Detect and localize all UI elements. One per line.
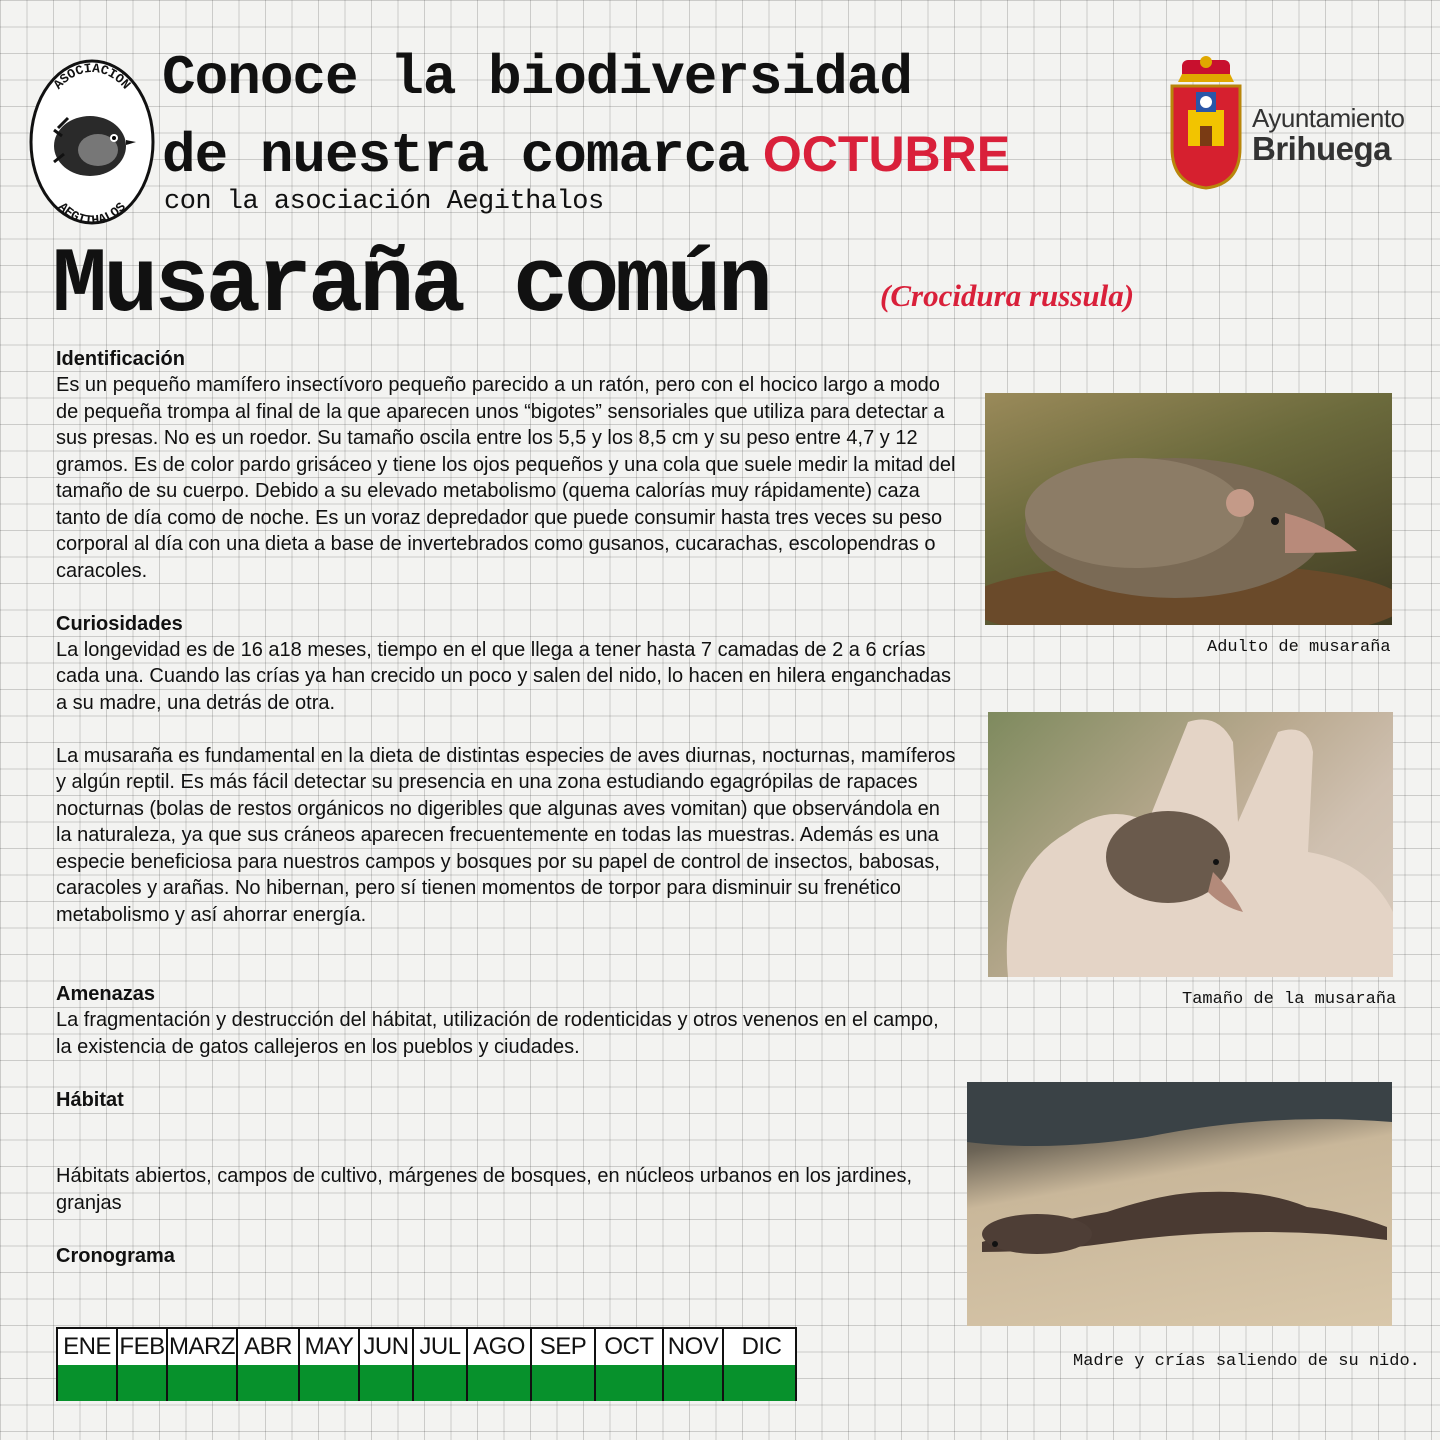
calendar-month-jul: JUL — [414, 1329, 468, 1365]
logo-text-top: ASOCIACIÓN — [50, 60, 134, 93]
section-title-habitat: Hábitat — [56, 1088, 124, 1111]
municipality-label-1: Ayuntamiento — [1252, 103, 1405, 133]
species-common-name: Musaraña común — [52, 233, 769, 338]
calendar-bar-separator — [166, 1365, 168, 1401]
calendar-bar-separator — [358, 1365, 360, 1401]
calendar-bar-separator — [412, 1365, 414, 1401]
calendar-month-dic: DIC — [741, 1333, 782, 1360]
calendar-month-may: MAY — [300, 1329, 360, 1365]
brihuega-shield-icon — [1168, 52, 1244, 192]
municipality-label-2: Brihuega — [1252, 130, 1392, 167]
photo-adult-shrew — [985, 393, 1392, 625]
section-text-amenazas: La fragmentación y destrucción del hábitat, utilización de rodenticidas y otros venenos en el campo, la existencia de gatos callejeros en los pueblos y ciudades. — [56, 1009, 939, 1058]
calendar-bar-separator — [594, 1365, 596, 1401]
section-text-habitat: Hábitats abiertos, campos de cultivo, márgenes de bosques, en núcleos urbanos en los jardines, granjas — [56, 1165, 913, 1214]
section-title-cronograma: Cronograma — [56, 1244, 175, 1267]
photo-caption-3: Madre y crías saliendo de su nido. — [1073, 1352, 1420, 1371]
species-scientific-name: (Crocidura russula) — [880, 278, 1135, 313]
calendar-month-sep: SEP — [532, 1329, 596, 1365]
photo-caption-1: Adulto de musaraña — [1207, 638, 1391, 657]
calendar-bar-separator — [236, 1365, 238, 1401]
calendar-month-oct: OCT — [596, 1329, 664, 1365]
section-text-curiosidades-1: La longevidad es de 16 a18 meses, tiempo en el que llega a tener hasta 7 camadas de 2 a 6 crías cada una. Cuando las crías ya han crecido un poco y salen del nido, lo hacen en hilera enganchadas a su madre, una detrás de otra. — [56, 638, 952, 714]
calendar-month-feb: FEB — [118, 1329, 168, 1365]
calendar-bar-separator — [722, 1365, 724, 1401]
header-line-2 — [162, 124, 1011, 188]
calendar-month-abr: ABR — [238, 1329, 300, 1365]
calendar-activity-bar — [58, 1365, 795, 1401]
shrew-hand-illustration — [988, 712, 1393, 977]
logo-text-bottom: AEGITHALOS — [55, 199, 129, 226]
section-text-curiosidades-2: La musaraña es fundamental en la dieta de distintas especies de aves diurnas, nocturnas, mamíferos y algún reptil. Es más fácil detectar su presencia en una zona estudiando egagrópilas de rapaces nocturnas (bolas de restos orgánicos no digeribles que algunas aves vomitan) que observándola en la naturaleza, ya que sus cráneos aparecen frecuentemente en todas las muestras. Además es una especie beneficiosa para nuestros campos y bosques por su papel de control de insectos, babosas, caracoles y arañas. No hibernan, pero sí tienen momentos de torpor para disminuir su frenético metabolismo y así ahorrar energía. — [56, 744, 956, 926]
calendar-bar-separator — [466, 1365, 468, 1401]
header-line-1: Conoce la biodiversidad — [162, 46, 912, 110]
calendar-bar-separator — [116, 1365, 118, 1401]
calendar-bar-separator — [662, 1365, 664, 1401]
calendar-month-marz: MARZ — [168, 1329, 238, 1365]
header-subtitle: con la asociación Aegithalos — [164, 187, 604, 217]
shrew-caravan-illustration — [967, 1082, 1392, 1326]
photo-shrew-in-hand — [988, 712, 1393, 977]
header-line-2-text: de nuestra comarca — [162, 124, 749, 188]
calendar-month-ago: AGO — [468, 1329, 532, 1365]
calendar-month-nov: NOV — [664, 1329, 724, 1365]
header-month: OCTUBRE — [762, 126, 1011, 182]
shrew-adult-illustration — [985, 393, 1392, 625]
section-title-curiosidades: Curiosidades — [56, 612, 183, 635]
photo-mother-and-young — [967, 1082, 1392, 1326]
text-column — [56, 346, 956, 1269]
cronograma-calendar — [56, 1327, 797, 1401]
section-title-identificacion: Identificación — [56, 348, 185, 370]
calendar-month-jun: JUN — [360, 1329, 414, 1365]
aegithalos-logo — [28, 58, 156, 226]
calendar-bar-separator — [298, 1365, 300, 1401]
calendar-bar-separator — [530, 1365, 532, 1401]
calendar-month-ene: ENE — [58, 1329, 118, 1365]
section-title-amenazas: Amenazas — [56, 983, 155, 1005]
photo-caption-2: Tamaño de la musaraña — [1182, 990, 1397, 1009]
section-text-identificacion: Es un pequeño mamífero insectívoro pequeño parecido a un ratón, pero con el hocico largo a modo de pequeña trompa al final de la que aparecen unos “bigotes” sensoriales que utiliza para detectar a sus presas. No es un roedor. Su tamaño oscila entre los 5,5 y los 8,5 cm y su peso entre 4,7 y 12 gramos. Es de color pardo grisáceo y tiene los ojos pequeños y una cola que suele medir la mitad del tamaño de su cuerpo. Debido a su elevado metabolismo (quema calorías muy rápidamente) caza tanto de día como de noche. Es un voraz depredador que puede consumir hasta tres veces su peso corporal al día con una dieta a base de invertebrados como gusanos, cucarachas, escolopendras o caracoles. — [56, 374, 956, 582]
